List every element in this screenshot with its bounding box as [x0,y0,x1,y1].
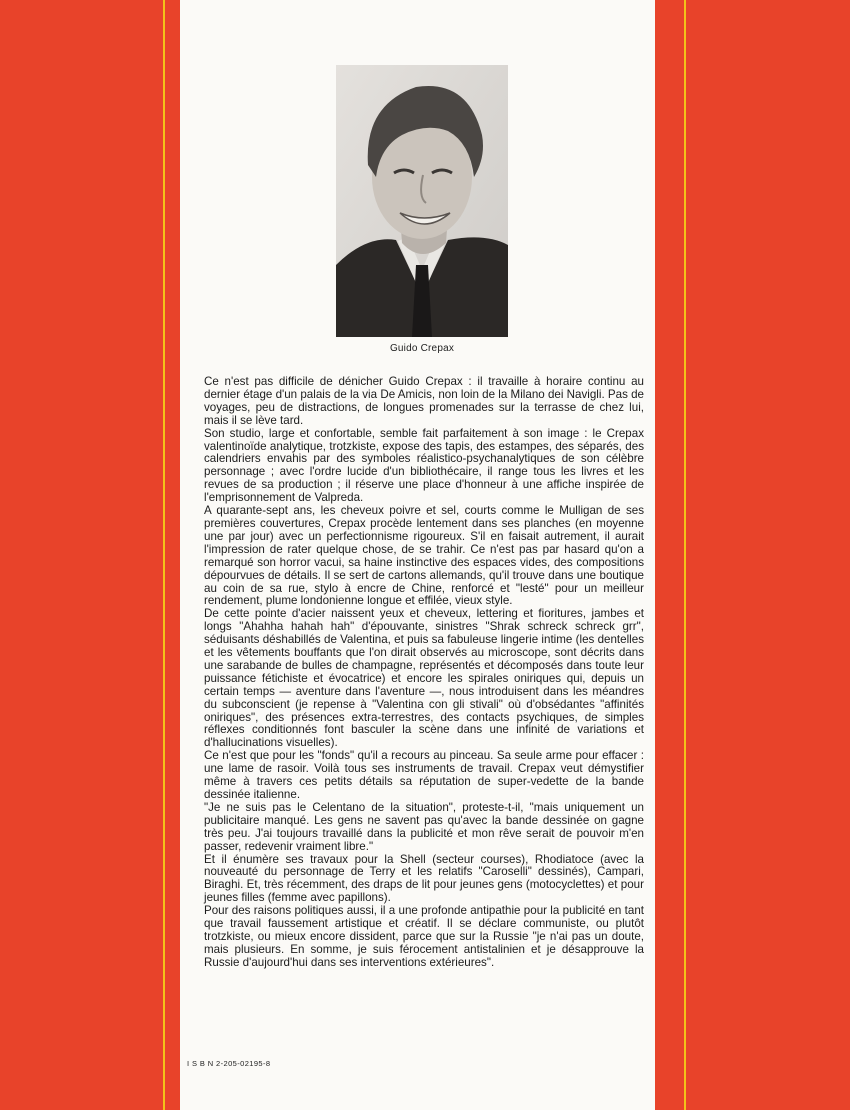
paragraph: De cette pointe d'acier naissent yeux et cheveux, lettering et fioritures, jambes et longs "Ahahha hahah hah" d'épouvante, sinistres "Shrak schreck schreck grr", séduisants déshabillés de Valentina, et puis sa fabuleuse lingerie intime (les dentelles et les vêtements bouffants que l'on dirait observés au microscope, sont décrits dans une sarabande de bulles de champagne, représentés et décomposés dans toute leur puissance fétichiste et évocatrice) et encore les spirales oniriques qui, depuis un certain temps — aventure dans l'aventure —, nous introduisent dans les méandres du subconscient (je repense à "Valentina con gli stivali" où d'obsédantes "affinités oniriques", des présences extra-terrestres, des contacts psychiques, de simples réflexes conditionnés font basculer la scène dans une infinité de variations et d'hallucinations visuelles). [204,607,644,750]
paragraph: Ce n'est que pour les "fonds" qu'il a recours au pinceau. Sa seule arme pour effacer : une lame de rasoir. Voilà tous ses instruments de travail. Crepax veut démystifier même à travers ces petits détails sa réputation de super-vedette de la bande dessinée italienne. [204,749,644,801]
paragraph: Ce n'est pas difficile de dénicher Guido Crepax : il travaille à horaire continu au dernier étage d'un palais de la via De Amicis, non loin de la Milano dei Navigli. Pas de voyages, peu de distractions, de longues promenades sur la terrasse de chez lui, mais il se lève tard. [204,375,644,427]
biography-text [204,376,644,970]
right-yellow-stripe [684,0,686,1110]
photo-caption: Guido Crepax [389,343,455,354]
paragraph: A quarante-sept ans, les cheveux poivre et sel, courts comme le Mulligan de ses premières couvertures, Crepax procède lentement dans ses planches (en moyenne une par jour) avec un perfectionnisme rigoureux. S'il en faisait autrement, il aurait l'impression de rater quelque chose, de se trahir. Ce n'est pas par hasard qu'on a remarqué son horror vacui, sa haine instinctive des espaces vides, des compositions dépourvues de détails. Il se sert de cartons allemands, qu'il trouve dans une boutique au coin de sa rue, stylo à encre de Chine, renforcé et "lesté" pour un meilleur rendement, plume londonienne longue et effilée, vieux style. [204,504,644,608]
author-portrait-photo [336,65,508,337]
left-yellow-stripe [163,0,165,1110]
paragraph: Pour des raisons politiques aussi, il a une profonde antipathie pour la publicité en tant que travail faussement artistique et créatif. Il se déclare communiste, ou plutôt trotzkiste, ou mieux encore dissident, parce que sur la Russie "je n'ai pas un doute, mais plusieurs. En somme, je suis férocement antistalinien et je désapprouve la Russie d'aujourd'hui dans ses interventions extérieures". [204,904,644,969]
paragraph: "Je ne suis pas le Celentano de la situation", proteste-t-il, "mais uniquement un publicitaire manqué. Les gens ne savent pas qu'avec la bande dessinée on gagne très peu. J'ai toujours travaillé dans la publicité et mon rêve serait de pouvoir m'en passer, redevenir vraiment libre." [204,800,644,853]
paragraph: Et il énumère ses travaux pour la Shell (secteur courses), Rhodiatoce (avec la nouveauté du personnage de Terry et les relatifs "Caroselli" dessinés), Campari, Biraghi. Et, très récemment, des draps de lit pour jeunes gens (motocyclettes) et pour jeunes filles (femme avec papillons). [204,852,644,905]
back-cover-panel [180,0,655,1110]
isbn-number: I S B N 2-205-02195-8 [187,1059,271,1068]
paragraph: Son studio, large et confortable, semble fait parfaitement à son image : le Crepax valentinoïde analytique, trotzkiste, expose des tapis, des estampes, des séparés, des calendriers envahis par des symboles réalistico-psychanalytiques de son célèbre personnage ; avec l'ordre lucide d'un bibliothécaire, il range tous les livres et les revues de sa production ; il réserve une place d'honneur à une affiche inspirée de l'emprisonnement de Valpreda. [204,426,644,505]
